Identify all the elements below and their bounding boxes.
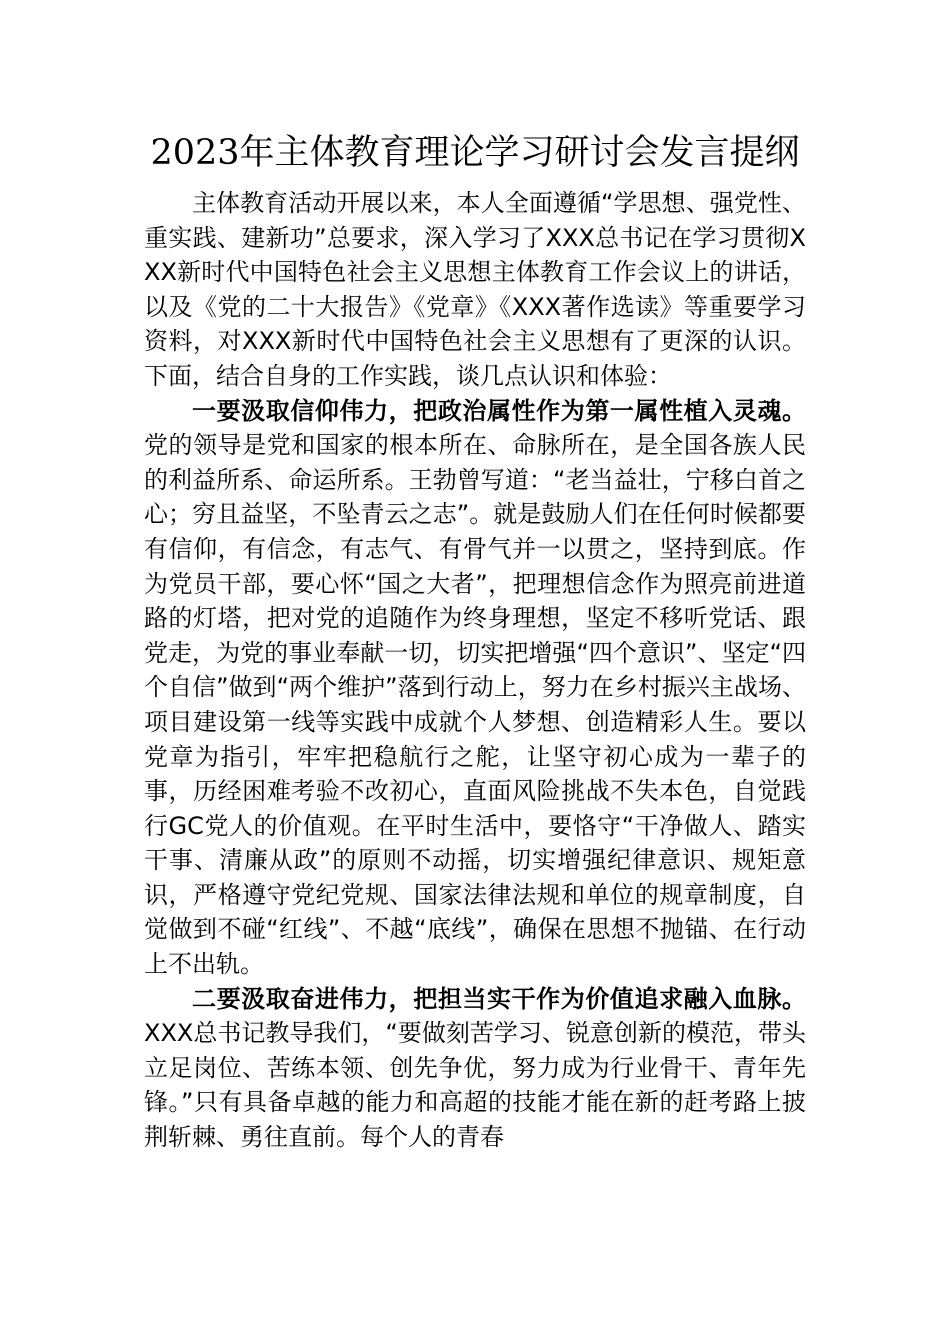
paragraph-text: 主体教育活动开展以来，本人全面遵循“学思想、强党性、重实践、建新功”总要求，深入学习了XXX总书记在学习贯彻XXX新时代中国特色社会主义思想主体教育工作会议上的讲话，以及《党的二十大报告》《党章》《XXX著作选读》等重要学习资料，对XXX新时代中国特色社会主义思想有了更深的认识。下面，结合自身的工作实践，谈几点认识和体验： xyxy=(144,189,806,390)
paragraph-heading: 一要汲取信仰伟力，把政治属性作为第一属性植入灵魂。 xyxy=(192,396,806,425)
document-body xyxy=(144,186,806,1155)
paragraph-text: 党的领导是党和国家的根本所在、命脉所在，是全国各族人民的利益所系、命运所系。王勃曾写道：“老当益壮，宁移白首之心；穷且益坚，不坠青云之志”。就是鼓励人们在任何时候都要有信仰，有信念，有志气、有骨气并一以贯之，坚持到底。作为党员干部，要心怀“国之大者”，把理想信念作为照亮前进道路的灯塔，把对党的追随作为终身理想，坚定不移听党话、跟党走，为党的事业奉献一切，切实把增强“四个意识”、坚定“四个自信”做到“两个维护”落到行动上，努力在乡村振兴主战场、项目建设第一线等实践中成就个人梦想、创造精彩人生。要以党章为指引，牢牢把稳航行之舵，让坚守初心成为一辈子的事，历经困难考验不改初心，直面风险挑战不失本色，自觉践行GC党人的价值观。在平时生活中，要恪守“干净做人、踏实干事、清廉从政”的原则不动摇，切实增强纪律意识、规矩意识，严格遵守党纪党规、国家法律法规和单位的规章制度，自觉做到不碰“红线”、不越“底线”，确保在思想不抛锚、在行动上不出轨。 xyxy=(144,431,806,979)
paragraph-heading: 二要汲取奋进伟力，把担当实干作为价值追求融入血脉。 xyxy=(192,984,806,1013)
paragraph-intro xyxy=(144,186,806,394)
paragraph-point-two xyxy=(144,982,806,1155)
paragraph-text: XXX总书记教导我们，“要做刻苦学习、锐意创新的模范，带头立足岗位、苦练本领、创先争优，努力成为行业骨干、青年先锋。”只有具备卓越的能力和高超的技能才能在新的赶考路上披荆斩棘、勇往直前。每个人的青春 xyxy=(144,1019,806,1152)
document-title: 2023年主体教育理论学习研讨会发言提纲 xyxy=(150,133,800,173)
paragraph-point-one xyxy=(144,394,806,982)
